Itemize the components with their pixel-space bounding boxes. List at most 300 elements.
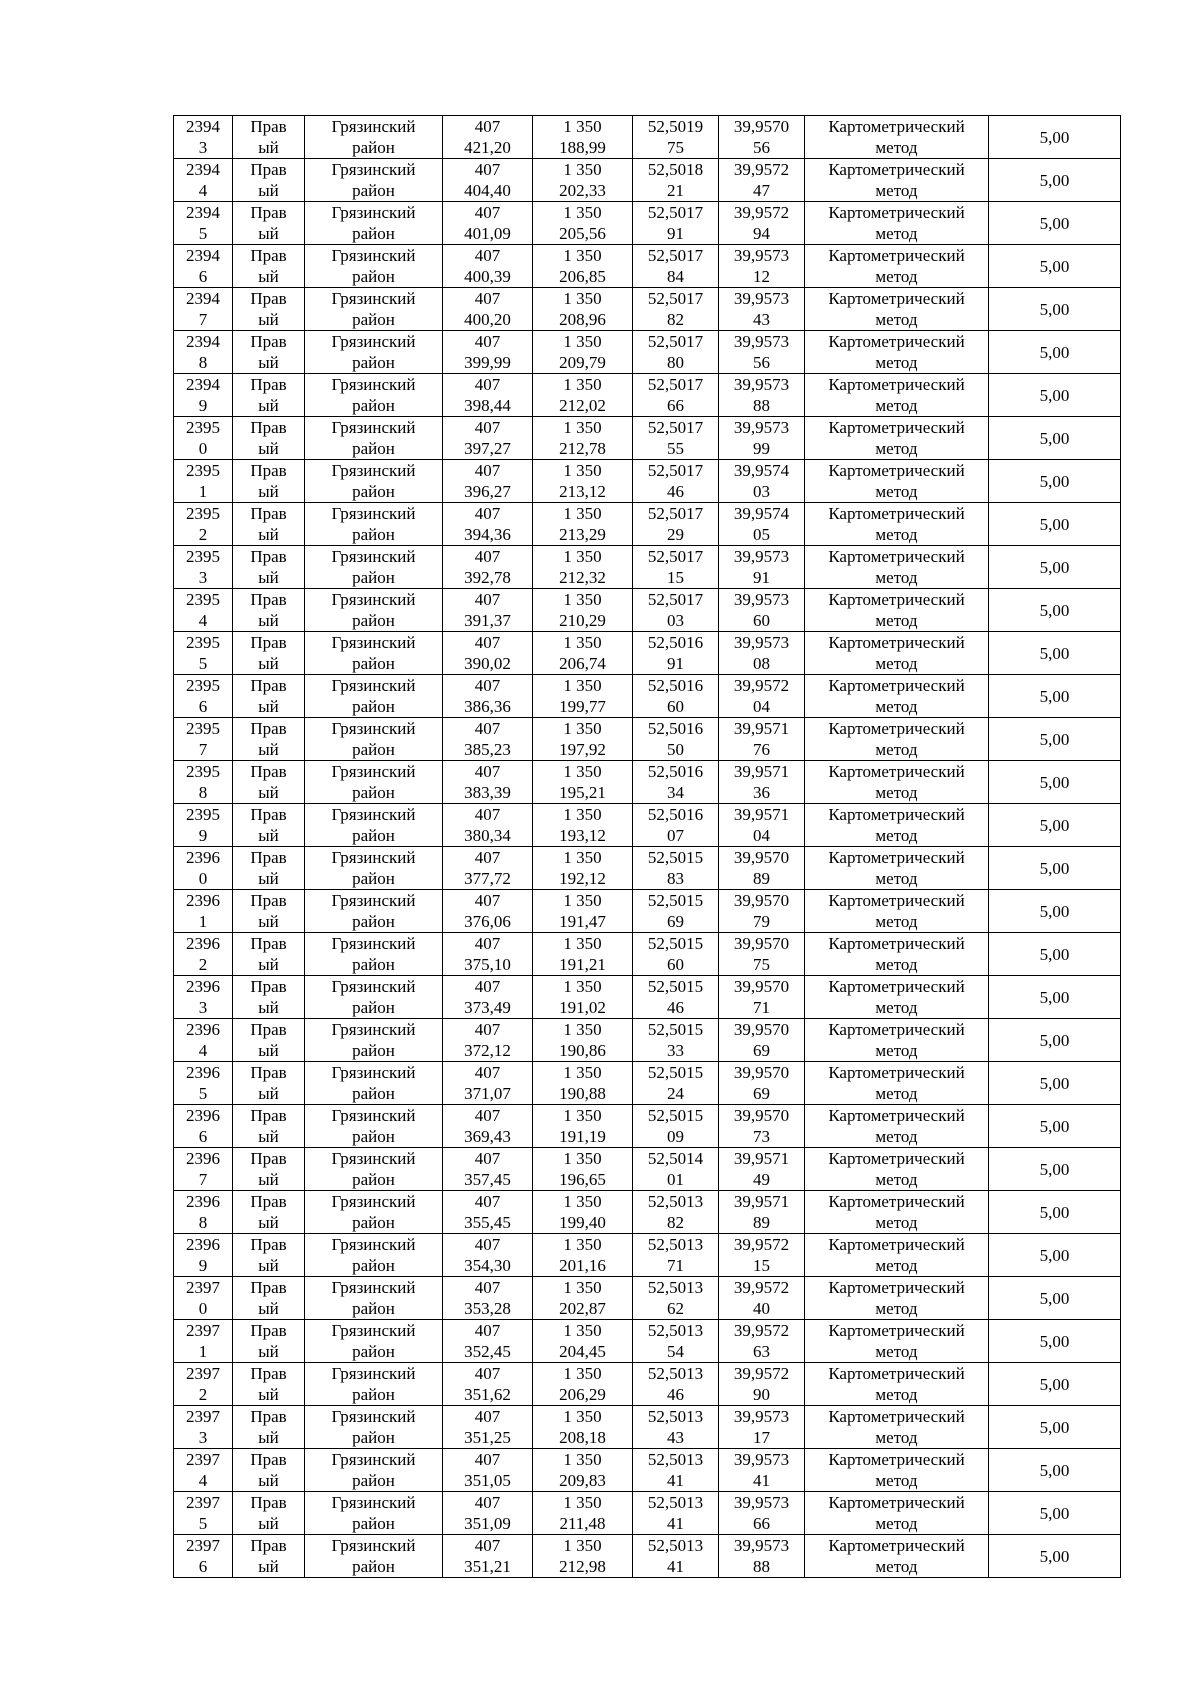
latitude-cell — [633, 1105, 719, 1148]
accuracy-text: 5,00 — [1039, 858, 1070, 878]
district-text: Грязинский — [331, 461, 416, 480]
point-number-text: 2 — [198, 955, 208, 974]
x-coordinate-text: 407 — [474, 375, 501, 394]
x-coordinate-cell — [443, 288, 533, 331]
latitude-text: 52,5018 — [647, 160, 704, 179]
longitude-text: 73 — [753, 1127, 770, 1146]
y-coordinate-cell — [533, 761, 633, 804]
table-row — [174, 546, 1121, 589]
method-text: Картометрический — [828, 1063, 965, 1082]
y-coordinate-text: 1 350 — [563, 848, 602, 867]
side-text: Прав — [250, 332, 287, 351]
longitude-text: 39,9572 — [733, 676, 790, 695]
longitude-cell — [719, 1148, 805, 1191]
side-cell — [233, 1406, 305, 1449]
method-cell — [805, 933, 989, 976]
side-text: ый — [258, 654, 279, 673]
table-row — [174, 1363, 1121, 1406]
x-coordinate-text: 407 — [474, 1278, 501, 1297]
method-cell — [805, 847, 989, 890]
x-coordinate-text: 407 — [474, 332, 501, 351]
district-text: Грязинский — [331, 547, 416, 566]
latitude-text: 41 — [667, 1514, 684, 1533]
latitude-text: 52,5015 — [647, 1063, 704, 1082]
side-text: ый — [258, 826, 279, 845]
district-text: Грязинский — [331, 719, 416, 738]
table-row — [174, 1234, 1121, 1277]
method-text: Картометрический — [828, 375, 965, 394]
method-cell — [805, 1148, 989, 1191]
point-number-text: 2394 — [186, 332, 220, 351]
method-text: Картометрический — [828, 246, 965, 265]
x-coordinate-text: 377,72 — [464, 869, 511, 888]
method-text: Картометрический — [828, 1364, 965, 1383]
accuracy-text: 5,00 — [1039, 1331, 1070, 1351]
accuracy-cell — [989, 589, 1121, 632]
method-text: метод — [875, 1170, 918, 1189]
side-text: ый — [258, 267, 279, 286]
point-number-text: 3 — [198, 998, 208, 1017]
table-row — [174, 503, 1121, 546]
point-number-text: 2397 — [186, 1450, 220, 1469]
y-coordinate-cell — [533, 1406, 633, 1449]
point-number-text: 2396 — [186, 891, 220, 910]
point-number-text: 7 — [198, 310, 208, 329]
longitude-cell — [719, 202, 805, 245]
accuracy-text: 5,00 — [1039, 557, 1070, 577]
longitude-text: 39,9573 — [733, 590, 790, 609]
y-coordinate-text: 1 350 — [563, 547, 602, 566]
y-coordinate-cell — [533, 116, 633, 159]
district-text: район — [352, 1514, 395, 1533]
longitude-cell — [719, 718, 805, 761]
latitude-text: 52,5013 — [647, 1321, 704, 1340]
accuracy-cell — [989, 1406, 1121, 1449]
y-coordinate-text: 1 350 — [563, 117, 602, 136]
table-row — [174, 1492, 1121, 1535]
latitude-text: 83 — [667, 869, 684, 888]
latitude-text: 52,5016 — [647, 719, 704, 738]
method-text: Картометрический — [828, 848, 965, 867]
x-coordinate-cell — [443, 804, 533, 847]
longitude-cell — [719, 890, 805, 933]
side-text: Прав — [250, 504, 287, 523]
latitude-cell — [633, 1492, 719, 1535]
y-coordinate-cell — [533, 847, 633, 890]
x-coordinate-text: 353,28 — [464, 1299, 511, 1318]
x-coordinate-text: 397,27 — [464, 439, 511, 458]
district-cell — [305, 503, 443, 546]
method-text: Картометрический — [828, 977, 965, 996]
table-row — [174, 718, 1121, 761]
longitude-cell — [719, 374, 805, 417]
point-number-text: 5 — [198, 654, 208, 673]
y-coordinate-text: 213,29 — [559, 525, 606, 544]
longitude-cell — [719, 847, 805, 890]
longitude-cell — [719, 1535, 805, 1578]
method-text: Картометрический — [828, 1450, 965, 1469]
side-text: Прав — [250, 246, 287, 265]
longitude-text: 17 — [753, 1428, 770, 1447]
longitude-text: 39,9574 — [733, 504, 790, 523]
method-text: Картометрический — [828, 1536, 965, 1555]
y-coordinate-cell — [533, 1191, 633, 1234]
district-cell — [305, 159, 443, 202]
method-text: метод — [875, 869, 918, 888]
side-cell — [233, 890, 305, 933]
point-number-text: 1 — [198, 912, 208, 931]
side-text: Прав — [250, 977, 287, 996]
district-text: Грязинский — [331, 1278, 416, 1297]
method-text: Картометрический — [828, 461, 965, 480]
accuracy-text: 5,00 — [1039, 1546, 1070, 1566]
table-row — [174, 202, 1121, 245]
district-text: район — [352, 869, 395, 888]
side-cell — [233, 245, 305, 288]
y-coordinate-text: 1 350 — [563, 1407, 602, 1426]
latitude-text: 52,5017 — [647, 289, 704, 308]
accuracy-cell — [989, 1105, 1121, 1148]
longitude-cell — [719, 1105, 805, 1148]
point-number-text: 4 — [198, 1471, 208, 1490]
longitude-cell — [719, 159, 805, 202]
district-cell — [305, 1105, 443, 1148]
district-text: Грязинский — [331, 203, 416, 222]
x-coordinate-text: 407 — [474, 977, 501, 996]
side-text: Прав — [250, 1536, 287, 1555]
x-coordinate-text: 399,99 — [464, 353, 511, 372]
latitude-text: 71 — [667, 1256, 684, 1275]
longitude-text: 39,9573 — [733, 332, 790, 351]
side-text: Прав — [250, 289, 287, 308]
method-cell — [805, 1019, 989, 1062]
y-coordinate-cell — [533, 1148, 633, 1191]
method-text: Картометрический — [828, 891, 965, 910]
district-text: Грязинский — [331, 1235, 416, 1254]
latitude-cell — [633, 1363, 719, 1406]
x-coordinate-text: 355,45 — [464, 1213, 511, 1232]
method-cell — [805, 632, 989, 675]
side-cell — [233, 460, 305, 503]
accuracy-text: 5,00 — [1039, 1202, 1070, 1222]
district-text: район — [352, 439, 395, 458]
method-text: метод — [875, 697, 918, 716]
accuracy-cell — [989, 1449, 1121, 1492]
x-coordinate-text: 407 — [474, 160, 501, 179]
longitude-text: 39,9573 — [733, 1407, 790, 1426]
side-cell — [233, 1105, 305, 1148]
point-number-text: 4 — [198, 181, 208, 200]
longitude-text: 60 — [753, 611, 770, 630]
side-text: ый — [258, 1170, 279, 1189]
district-cell — [305, 675, 443, 718]
point-number-text: 0 — [198, 869, 208, 888]
method-text: Картометрический — [828, 332, 965, 351]
x-coordinate-text: 407 — [474, 848, 501, 867]
y-coordinate-text: 206,29 — [559, 1385, 606, 1404]
latitude-text: 46 — [667, 482, 684, 501]
longitude-text: 15 — [753, 1256, 770, 1275]
longitude-text: 89 — [753, 1213, 770, 1232]
table-row — [174, 159, 1121, 202]
district-text: район — [352, 783, 395, 802]
x-coordinate-text: 407 — [474, 418, 501, 437]
method-cell — [805, 116, 989, 159]
latitude-text: 69 — [667, 912, 684, 931]
method-text: метод — [875, 1127, 918, 1146]
table-row — [174, 417, 1121, 460]
accuracy-text: 5,00 — [1039, 643, 1070, 663]
y-coordinate-cell — [533, 288, 633, 331]
side-text: ый — [258, 611, 279, 630]
y-coordinate-text: 209,83 — [559, 1471, 606, 1490]
district-text: Грязинский — [331, 1149, 416, 1168]
x-coordinate-text: 351,62 — [464, 1385, 511, 1404]
district-text: район — [352, 1299, 395, 1318]
longitude-cell — [719, 976, 805, 1019]
method-text: Картометрический — [828, 1407, 965, 1426]
longitude-text: 39,9572 — [733, 1235, 790, 1254]
longitude-text: 71 — [753, 998, 770, 1017]
accuracy-text: 5,00 — [1039, 815, 1070, 835]
longitude-text: 39,9570 — [733, 934, 790, 953]
longitude-text: 39,9572 — [733, 1364, 790, 1383]
district-text: Грязинский — [331, 117, 416, 136]
latitude-text: 52,5016 — [647, 676, 704, 695]
accuracy-cell — [989, 417, 1121, 460]
side-text: ый — [258, 568, 279, 587]
side-cell — [233, 804, 305, 847]
y-coordinate-text: 1 350 — [563, 1106, 602, 1125]
point-number-text: 3 — [198, 1428, 208, 1447]
point-number-cell — [174, 374, 233, 417]
longitude-text: 39,9572 — [733, 203, 790, 222]
x-coordinate-text: 396,27 — [464, 482, 511, 501]
longitude-text: 39,9571 — [733, 805, 790, 824]
x-coordinate-text: 400,20 — [464, 310, 511, 329]
method-text: Картометрический — [828, 1493, 965, 1512]
district-cell — [305, 1363, 443, 1406]
method-cell — [805, 417, 989, 460]
y-coordinate-text: 1 350 — [563, 590, 602, 609]
side-text: Прав — [250, 117, 287, 136]
latitude-cell — [633, 503, 719, 546]
point-number-cell — [174, 1363, 233, 1406]
accuracy-text: 5,00 — [1039, 1417, 1070, 1437]
y-coordinate-cell — [533, 1105, 633, 1148]
longitude-cell — [719, 417, 805, 460]
point-number-text: 6 — [198, 1127, 208, 1146]
district-text: Грязинский — [331, 1364, 416, 1383]
accuracy-cell — [989, 1535, 1121, 1578]
y-coordinate-text: 1 350 — [563, 418, 602, 437]
accuracy-text: 5,00 — [1039, 1030, 1070, 1050]
y-coordinate-text: 191,02 — [559, 998, 606, 1017]
x-coordinate-text: 407 — [474, 1493, 501, 1512]
accuracy-cell — [989, 460, 1121, 503]
longitude-text: 43 — [753, 310, 770, 329]
point-number-cell — [174, 1277, 233, 1320]
side-text: ый — [258, 138, 279, 157]
longitude-text: 39,9570 — [733, 891, 790, 910]
y-coordinate-text: 190,88 — [559, 1084, 606, 1103]
latitude-text: 52,5019 — [647, 117, 704, 136]
method-text: метод — [875, 181, 918, 200]
point-number-text: 2396 — [186, 1063, 220, 1082]
method-cell — [805, 589, 989, 632]
side-text: Прав — [250, 719, 287, 738]
method-text: метод — [875, 912, 918, 931]
side-text: Прав — [250, 1235, 287, 1254]
point-number-cell — [174, 1234, 233, 1277]
x-coordinate-text: 407 — [474, 117, 501, 136]
accuracy-cell — [989, 1363, 1121, 1406]
side-text: ый — [258, 224, 279, 243]
latitude-text: 52,5017 — [647, 547, 704, 566]
side-text: ый — [258, 1514, 279, 1533]
table-body — [174, 116, 1121, 1578]
side-cell — [233, 1449, 305, 1492]
y-coordinate-text: 1 350 — [563, 160, 602, 179]
y-coordinate-text: 209,79 — [559, 353, 606, 372]
longitude-cell — [719, 761, 805, 804]
point-number-text: 9 — [198, 826, 208, 845]
point-number-text: 2 — [198, 1385, 208, 1404]
point-number-cell — [174, 1492, 233, 1535]
method-cell — [805, 288, 989, 331]
side-text: Прав — [250, 203, 287, 222]
x-coordinate-text: 407 — [474, 1536, 501, 1555]
point-number-cell — [174, 331, 233, 374]
table-row — [174, 1535, 1121, 1578]
accuracy-cell — [989, 288, 1121, 331]
latitude-text: 52,5017 — [647, 246, 704, 265]
side-text: ый — [258, 783, 279, 802]
district-text: Грязинский — [331, 590, 416, 609]
x-coordinate-cell — [443, 933, 533, 976]
y-coordinate-text: 1 350 — [563, 1278, 602, 1297]
latitude-cell — [633, 1449, 719, 1492]
y-coordinate-text: 202,87 — [559, 1299, 606, 1318]
point-number-text: 2394 — [186, 203, 220, 222]
point-number-text: 2 — [198, 525, 208, 544]
point-number-cell — [174, 890, 233, 933]
side-cell — [233, 503, 305, 546]
latitude-text: 52,5017 — [647, 590, 704, 609]
accuracy-text: 5,00 — [1039, 299, 1070, 319]
method-text: метод — [875, 998, 918, 1017]
latitude-cell — [633, 546, 719, 589]
y-coordinate-text: 1 350 — [563, 1450, 602, 1469]
side-text: ый — [258, 955, 279, 974]
method-text: Картометрический — [828, 1278, 965, 1297]
accuracy-text: 5,00 — [1039, 729, 1070, 749]
longitude-cell — [719, 460, 805, 503]
district-cell — [305, 1234, 443, 1277]
accuracy-text: 5,00 — [1039, 342, 1070, 362]
side-cell — [233, 632, 305, 675]
latitude-text: 41 — [667, 1471, 684, 1490]
point-number-cell — [174, 976, 233, 1019]
point-number-text: 9 — [198, 1256, 208, 1275]
latitude-text: 52,5017 — [647, 418, 704, 437]
district-text: Грязинский — [331, 934, 416, 953]
method-text: метод — [875, 568, 918, 587]
longitude-cell — [719, 589, 805, 632]
district-cell — [305, 1492, 443, 1535]
x-coordinate-cell — [443, 1492, 533, 1535]
accuracy-cell — [989, 1062, 1121, 1105]
point-number-text: 2395 — [186, 418, 220, 437]
side-text: Прав — [250, 1192, 287, 1211]
side-text: Прав — [250, 762, 287, 781]
x-coordinate-cell — [443, 1062, 533, 1105]
side-cell — [233, 1363, 305, 1406]
y-coordinate-text: 1 350 — [563, 1063, 602, 1082]
latitude-cell — [633, 1191, 719, 1234]
latitude-cell — [633, 1277, 719, 1320]
method-text: Картометрический — [828, 203, 965, 222]
x-coordinate-text: 351,09 — [464, 1514, 511, 1533]
x-coordinate-cell — [443, 675, 533, 718]
longitude-cell — [719, 1277, 805, 1320]
method-text: метод — [875, 1084, 918, 1103]
district-text: район — [352, 611, 395, 630]
y-coordinate-text: 191,19 — [559, 1127, 606, 1146]
point-number-cell — [174, 202, 233, 245]
latitude-text: 24 — [667, 1084, 684, 1103]
side-text: ый — [258, 1127, 279, 1146]
y-coordinate-cell — [533, 503, 633, 546]
method-cell — [805, 804, 989, 847]
point-number-text: 2395 — [186, 805, 220, 824]
latitude-text: 52,5017 — [647, 375, 704, 394]
accuracy-cell — [989, 1320, 1121, 1363]
x-coordinate-cell — [443, 1019, 533, 1062]
method-cell — [805, 761, 989, 804]
district-text: район — [352, 138, 395, 157]
y-coordinate-cell — [533, 632, 633, 675]
y-coordinate-text: 208,96 — [559, 310, 606, 329]
method-text: Картометрический — [828, 504, 965, 523]
latitude-text: 52,5017 — [647, 461, 704, 480]
y-coordinate-cell — [533, 804, 633, 847]
y-coordinate-cell — [533, 374, 633, 417]
y-coordinate-text: 190,86 — [559, 1041, 606, 1060]
point-number-text: 2395 — [186, 504, 220, 523]
longitude-cell — [719, 1492, 805, 1535]
side-cell — [233, 417, 305, 460]
side-cell — [233, 933, 305, 976]
latitude-text: 21 — [667, 181, 684, 200]
side-text: Прав — [250, 633, 287, 652]
y-coordinate-text: 191,47 — [559, 912, 606, 931]
method-text: метод — [875, 1299, 918, 1318]
accuracy-cell — [989, 804, 1121, 847]
latitude-text: 52,5013 — [647, 1493, 704, 1512]
longitude-text: 94 — [753, 224, 770, 243]
method-text: метод — [875, 1428, 918, 1447]
side-cell — [233, 159, 305, 202]
method-cell — [805, 976, 989, 1019]
x-coordinate-text: 407 — [474, 676, 501, 695]
x-coordinate-text: 369,43 — [464, 1127, 511, 1146]
longitude-text: 75 — [753, 955, 770, 974]
y-coordinate-text: 199,77 — [559, 697, 606, 716]
latitude-cell — [633, 933, 719, 976]
x-coordinate-text: 407 — [474, 719, 501, 738]
x-coordinate-cell — [443, 1363, 533, 1406]
